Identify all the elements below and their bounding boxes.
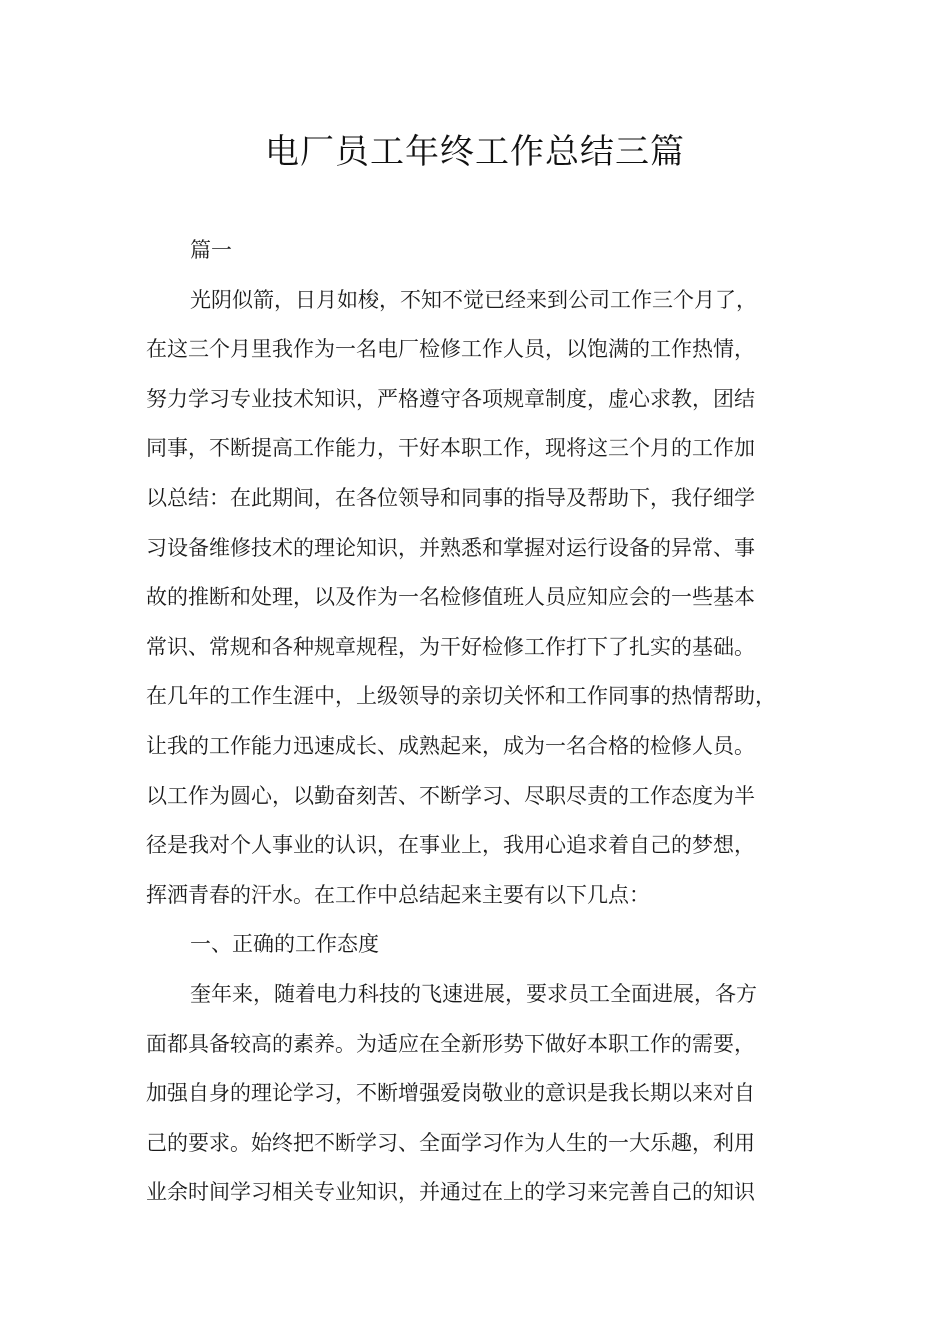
text-line: 面都具备较高的素养。为适应在全新形势下做好本职工作的需要，	[146, 1031, 755, 1056]
text-line: 径是我对个人事业的认识，在事业上，我用心追求着自己的梦想，	[146, 833, 755, 858]
text-line: 奎年来，随着电力科技的飞速进展，要求员工全面进展，各方	[190, 981, 757, 1006]
text-line: 努力学习专业技术知识，严格遵守各项规章制度，虚心求教，团结	[146, 386, 755, 411]
text-line: 常识、常规和各种规章规程，为干好检修工作打下了扎实的基础。	[146, 634, 755, 659]
text-line: 在这三个月里我作为一名电厂检修工作人员，以饱满的工作热情，	[146, 337, 755, 362]
text-line: 光阴似箭，日月如梭，不知不觉已经来到公司工作三个月了，	[190, 287, 757, 312]
text-line: 篇一	[190, 238, 232, 262]
text-line: 以工作为圆心，以勤奋刻苦、不断学习、尽职尽责的工作态度为半	[146, 783, 755, 808]
document-title: 电厂员工年终工作总结三篇	[265, 132, 685, 172]
text-line: 同事，不断提高工作能力，干好本职工作，现将这三个月的工作加	[146, 436, 755, 461]
text-line: 己的要求。始终把不断学习、全面学习作为人生的一大乐趣，利用	[146, 1130, 755, 1155]
text-line: 让我的工作能力迅速成长、成熟起来，成为一名合格的检修人员。	[146, 733, 755, 758]
text-line: 在几年的工作生涯中，上级领导的亲切关怀和工作同事的热情帮助，	[146, 684, 776, 709]
text-line: 习设备维修技术的理论知识，并熟悉和掌握对运行设备的异常、事	[146, 535, 755, 560]
text-line: 加强自身的理论学习，不断增强爱岗敬业的意识是我长期以来对自	[146, 1081, 755, 1106]
section-heading: 一、正确的工作态度	[190, 932, 379, 957]
document-body	[146, 226, 826, 1218]
text-line: 业余时间学习相关专业知识，并通过在上的学习来完善自己的知识	[146, 1180, 755, 1205]
text-line: 挥洒青春的汗水。在工作中总结起来主要有以下几点：	[146, 882, 650, 907]
text-line: 故的推断和处理，以及作为一名检修值班人员应知应会的一些基本	[146, 585, 755, 610]
text-line: 以总结：在此期间，在各位领导和同事的指导及帮助下，我仔细学	[146, 485, 755, 510]
